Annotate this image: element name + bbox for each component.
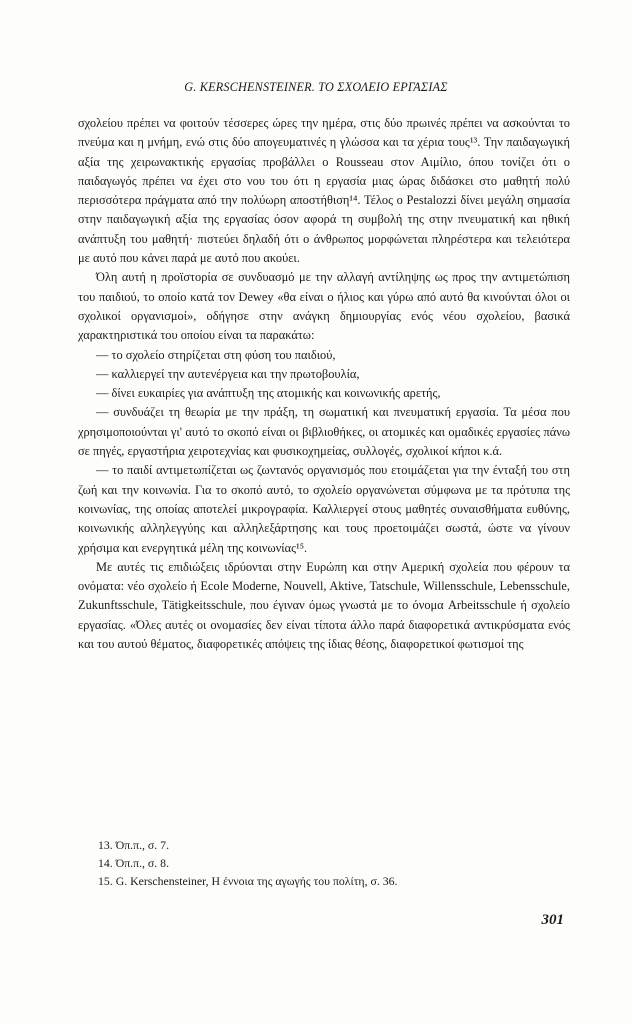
paragraph: Με αυτές τις επιδιώξεις ιδρύονται στην Ευρώπη και στην Αμερική σχολεία που φέρουν τα ονόματα: νέο σχολείο ή Ecole Moderne, Nouvell, Aktive, Tatschule, Willensschule, Lebensschule, Zukunftsschule, Tätigkeitsschule, που έγιναν όμως γνωστά με το όνομα Arbeitsschule ή σχολείο εργασίας. «Όλες αυτές οι ονομασίες δεν είναι τίποτα άλλο παρά διαφορετικά αντικρύσματα ενός και του αυτού θέματος, διαφορετικές απόψεις της ίδιας θέσης, διαφορετικοί φωτισμοί της (78, 559, 570, 652)
paragraph: σχολείου πρέπει να φοιτούν τέσσερες ώρες την ημέρα, στις δύο πρωινές πρέπει να ασκούνται το πνεύμα και η μνήμη, ενώ στις δύο απογευματινές η γλώσσα και τα χέρια τους¹³. Την παιδαγωγική αξία της χειρωνακτικής εργασίας προβάλλει ο Rousseau στον Αιμίλιο, όπου τονίζει ότι ο παιδαγωγός πρέπει να έχει στο νου του ότι η εργασία μιας ώρας διδάσκει στο μαθητή πολύ περισσότερα πράγματα από την πολύωρη αποστήθιση¹⁴. Τέλος ο Pestalozzi δίνει μεγάλη σημασία στην παιδαγωγική αξία της εργασίας όσον αφορά τη συμβολή της στην πνευματική και ηθική ανάπτυξη του μαθητή· πιστεύει δηλαδή ότι ο άνθρωπος μορφώνεται πληρέστερα και τελειότερα με αυτό που κάνει παρά με αυτό που ακούει. (78, 116, 570, 266)
footnote: 13. Όπ.π., σ. 7. (98, 838, 170, 852)
footnote: 15. G. Kerschensteiner, Η έννοια της αγωγής του πολίτη, σ. 36. (98, 874, 398, 888)
footnotes (98, 836, 578, 890)
page-number: 301 (541, 912, 564, 928)
list-item: — συνδυάζει τη θεωρία με την πράξη, τη σωματική και πνευματική εργασία. Τα μέσα που χρησιμοποιούνται γι' αυτό το σκοπό είναι οι βιβλιοθήκες, οι ατομικές και ομαδικές εργασίες πάνω σε πηγές, εργαστήρια χειροτεχνίας και φυσικοχημείας, συλλογές, σχολικοί κήποι κ.ά. (78, 405, 570, 459)
footnote: 14. Όπ.π., σ. 8. (98, 856, 170, 870)
list-item: — το σχολείο στηρίζεται στη φύση του παιδιού, (96, 347, 336, 362)
body-text (78, 114, 570, 654)
running-head: G. KERSCHENSTEINER. ΤΟ ΣΧΟΛΕΙΟ ΕΡΓΑΣΙΑΣ (184, 80, 448, 94)
paragraph: Όλη αυτή η προϊστορία σε συνδυασμό με την αλλαγή αντίληψης ως προς την αντιμετώπιση του παιδιού, το οποίο κατά τον Dewey «θα είναι ο ήλιος και γύρω από αυτό θα κινούνται όλοι οι σχολικοί οργανισμοί», οδήγησε στην ανάγκη δημιουργίας ενός νέου σχολείου, βασικά χαρακτηριστικά του οποίου είναι τα παρακάτω: (78, 270, 570, 343)
list-item: — καλλιεργεί την αυτενέργεια και την πρωτοβουλία, (96, 366, 360, 381)
list-item: — δίνει ευκαιρίες για ανάπτυξη της ατομικής και κοινωνικής αρετής, (96, 386, 441, 401)
list-item: — το παιδί αντιμετωπίζεται ως ζωντανός οργανισμός που ετοιμάζεται για την ένταξή του στη ζωή και την κοινωνία. Για το σκοπό αυτό, το σχολείο οργανώνεται σύμφωνα με τα πρότυπα της κοινωνίας, της οποίας αποτελεί μικρογραφία. Καλλιεργεί στους μαθητές συναισθήματα ευθύνης, κοινωνικής αλληλεγγύης και αλληλεξάρτησης και τους προετοιμάζει σωστά, ώστε να γίνουν χρήσιμα και ενεργητικά μέλη της κοινωνίας¹⁵. (78, 463, 570, 555)
